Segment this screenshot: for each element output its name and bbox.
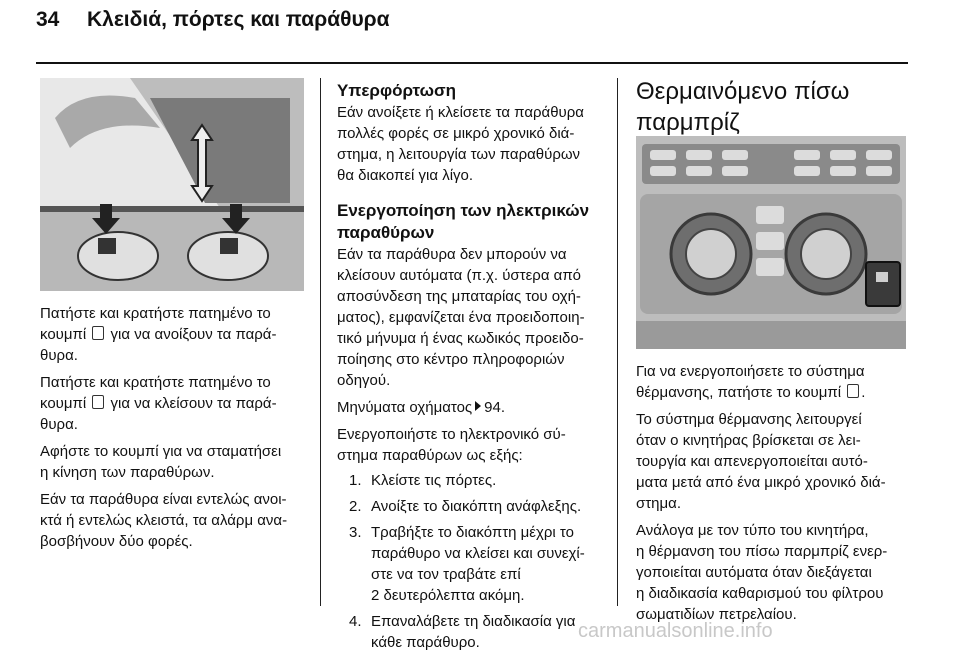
window-open-icon xyxy=(92,326,104,340)
right-column-text xyxy=(636,361,916,631)
page-reference-icon xyxy=(475,401,481,411)
paragraph: Για να ενεργοποιήσετε το σύστημα θέρμανσης, πατήστε το κουμπί . xyxy=(636,363,866,401)
vehicle-messages-reference: Μηνύματα οχήματος 94. xyxy=(337,399,506,416)
activation-heading: Ενεργοποίηση των ηλεκτρικών παραθύρων xyxy=(337,201,590,242)
paragraph: Αφήστε το κουμπί για να σταματήσει η κίνηση των παραθύρων. xyxy=(40,443,282,481)
page-title: Κλειδιά, πόρτες και παράθυρα xyxy=(87,8,390,31)
paragraph: Το σύστημα θέρμανσης λειτουργεί όταν ο κινητήρας βρίσκεται σε λει- τουργία και απενεργοποιείται αυτό- ματα μετά από ένα μικρό χρονικό διά- στημα. xyxy=(636,411,886,512)
column-divider xyxy=(320,78,321,606)
list-item: 3. Τραβήξτε το διακόπτη μέχρι το παράθυρο να κλείσει και συνεχί- στε να τον τραβάτε επί 2 δευτερόλεπτα ακόμη. xyxy=(349,524,585,604)
paragraph: Πατήστε και κρατήστε πατημένο το κουμπί για να ανοίξουν τα παρά- θυρα. xyxy=(40,305,277,364)
paragraph: Εάν τα παράθυρα δεν μπορούν να κλείσουν αυτόματα (π.χ. ύστερα από αποσύνδεση της μπαταρίας του οχή- ματος), εμφανίζεται ένα προειδοποιη- τικό μήνυμα ή ένας κωδικός προειδο- ποίησης στο κέντρο πληροφοριών οδηγού. xyxy=(337,246,585,389)
climate-control-panel-illustration xyxy=(636,136,906,349)
rear-window-heater-icon xyxy=(847,384,859,398)
steps-list xyxy=(337,470,609,653)
right-column-heading-wrap xyxy=(636,76,911,138)
column-divider xyxy=(617,78,618,606)
watermark: carmanualsonline.info xyxy=(578,620,773,642)
overload-heading: Υπερφόρτωση xyxy=(337,81,457,100)
middle-column-text xyxy=(337,80,609,658)
paragraph: Πατήστε και κρατήστε πατημένο το κουμπί για να κλείσουν τα παρά- θυρα. xyxy=(40,374,277,433)
window-close-icon xyxy=(92,395,104,409)
window-switch-illustration xyxy=(40,78,304,291)
list-item: 2. Ανοίξτε το διακόπτη ανάφλεξης. xyxy=(349,498,582,515)
left-column-text xyxy=(40,303,310,558)
paragraph: Εάν ανοίξετε ή κλείσετε τα παράθυρα πολλές φορές σε μικρό χρονικό διά- στημα, η λειτουργία των παραθύρων θα διακοπεί για λίγο. xyxy=(337,104,584,184)
paragraph: Ανάλογα με τον τύπο του κινητήρα, η θέρμανση του πίσω παρμπρίζ ενερ- γοποιείται αυτόματα όταν διεξάγεται η διαδικασία καθαρισμού του φίλτρου σωματιδίων πετρελαίου. xyxy=(636,522,888,623)
list-item: 1. Κλείστε τις πόρτες. xyxy=(349,472,497,489)
paragraph: Εάν τα παράθυρα είναι εντελώς ανοι- κτά ή εντελώς κλειστά, τα αλάρμ ανα- βοσβήνουν δύο φορές. xyxy=(40,491,288,550)
paragraph: Ενεργοποιήστε το ηλεκτρονικό σύ- στημα παραθύρων ως εξής: xyxy=(337,426,566,464)
list-item: 4. Επαναλάβετε τη διαδικασία για κάθε παράθυρο. xyxy=(349,613,576,651)
header-rule xyxy=(36,62,908,64)
section-heading: Θερμαινόμενο πίσω παρμπρίζ xyxy=(636,78,850,136)
page-number: 34 xyxy=(36,8,60,31)
